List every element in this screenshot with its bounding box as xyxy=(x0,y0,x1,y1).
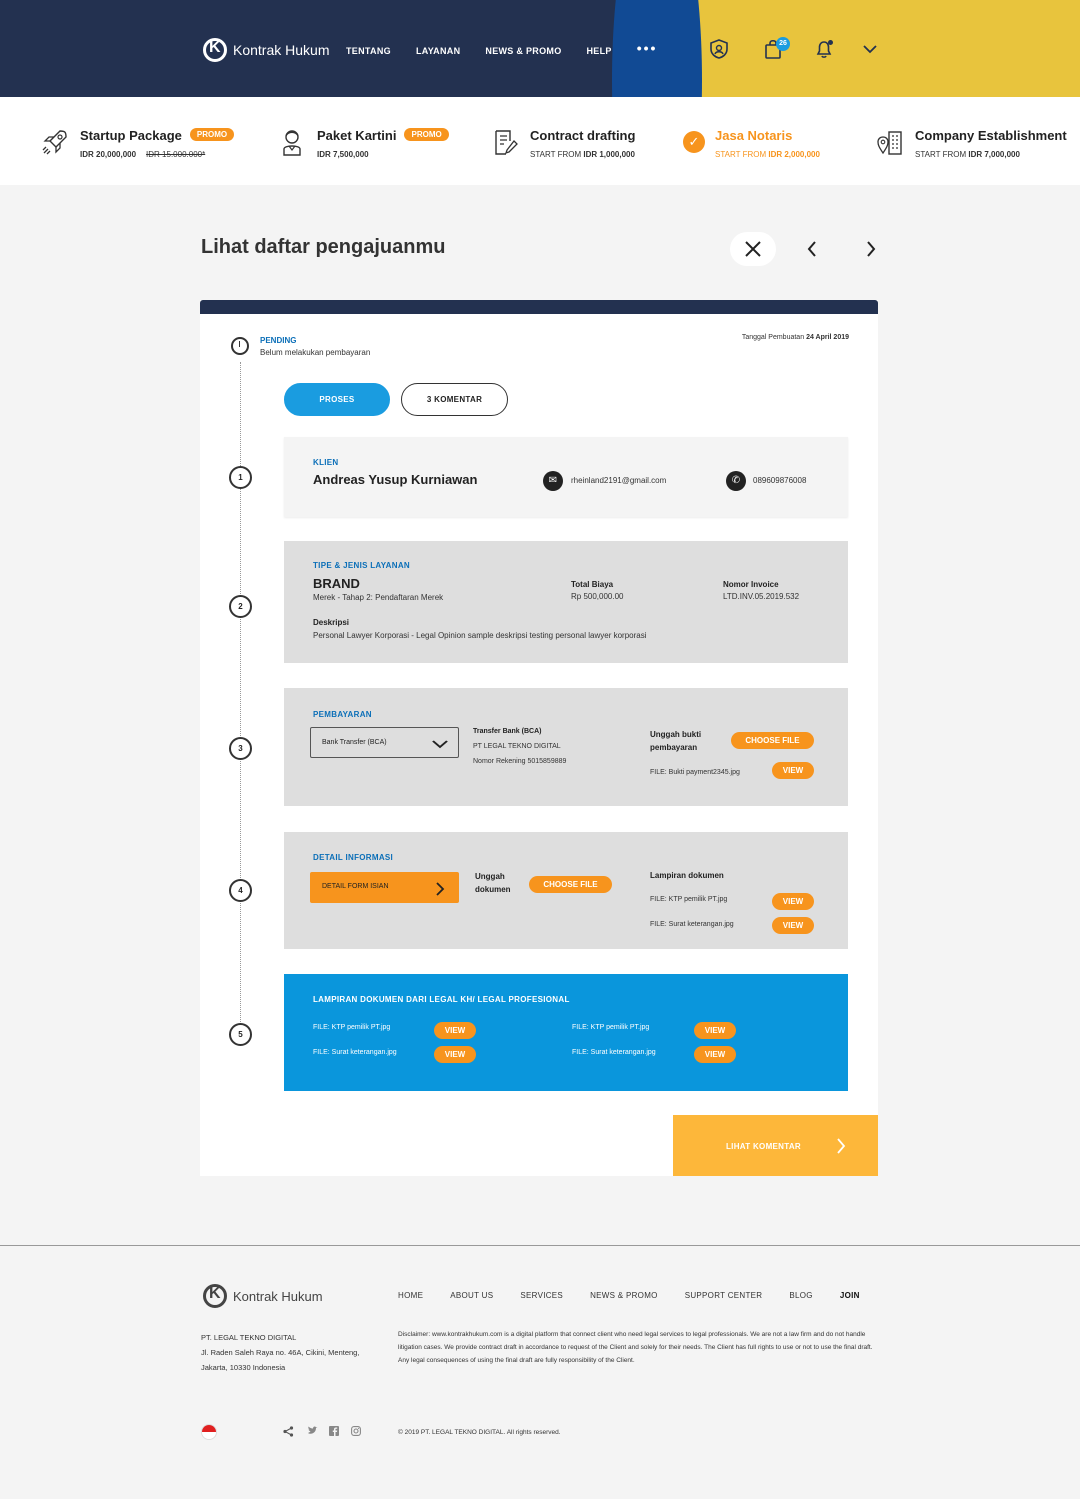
view-legal-1-button[interactable]: VIEW xyxy=(434,1022,476,1039)
legal-file-2: FILE: Surat keterangan.jpg xyxy=(313,1049,397,1056)
mail-icon: ✉ xyxy=(543,471,563,491)
view-doc-2-button[interactable]: VIEW xyxy=(772,917,814,934)
nav-help[interactable]: HELP xyxy=(586,46,612,56)
step-4: 4 xyxy=(229,879,252,902)
service-sub: Merek - Tahap 2: Pendaftaran Merek xyxy=(313,593,444,602)
client-phone: 089609876008 xyxy=(753,476,807,485)
submission-card xyxy=(200,300,878,1176)
chevron-right-icon[interactable] xyxy=(854,232,888,266)
service-startup-package[interactable] xyxy=(40,127,234,159)
instagram-icon[interactable] xyxy=(351,1426,361,1439)
view-proof-button[interactable]: VIEW xyxy=(772,762,814,779)
step-2: 2 xyxy=(229,595,252,618)
service-price: IDR 2,000,000 xyxy=(768,150,820,159)
nav-tentang[interactable]: TENTANG xyxy=(346,46,391,56)
document-edit-icon xyxy=(490,127,520,157)
status-label: PENDING xyxy=(260,336,297,345)
footer-nav-join[interactable]: JOIN xyxy=(839,1291,860,1300)
footer-brand-name: Kontrak Hukum xyxy=(233,1288,323,1304)
top-header xyxy=(0,0,1080,97)
lampiran-section xyxy=(284,974,848,1091)
company-name: PT. LEGAL TEKNO DIGITAL xyxy=(201,1333,297,1342)
page-title: Lihat daftar pengajuanmu xyxy=(201,236,446,258)
lihat-komentar-button[interactable] xyxy=(673,1115,878,1176)
client-name: Andreas Yusup Kurniawan xyxy=(313,472,478,487)
view-legal-3-button[interactable]: VIEW xyxy=(694,1022,736,1039)
service-name: Paket Kartini xyxy=(317,128,397,143)
chevron-right-icon xyxy=(435,876,445,901)
pembayaran-section xyxy=(284,688,848,806)
service-company-establishment[interactable] xyxy=(875,127,1067,159)
service-name: Contract drafting xyxy=(530,128,636,143)
indonesia-flag-icon[interactable] xyxy=(201,1424,217,1440)
step-5: 5 xyxy=(229,1023,252,1046)
k-logo-icon xyxy=(203,38,227,62)
invoice-label: Nomor Invoice xyxy=(723,580,779,589)
chevron-down-icon[interactable] xyxy=(859,38,881,60)
doc-file-2: FILE: Surat keterangan.jpg xyxy=(650,921,734,928)
lampiran-section-label: LAMPIRAN DOKUMEN DARI LEGAL KH/ LEGAL PROFESIONAL xyxy=(313,995,570,1004)
legal-file-3: FILE: KTP pemilik PT.jpg xyxy=(572,1024,650,1031)
chevron-down-icon xyxy=(432,733,449,754)
step-1: 1 xyxy=(229,466,252,489)
promo-badge: PROMO xyxy=(190,128,234,141)
doc-file-1: FILE: KTP pemilik PT.jpg xyxy=(650,896,728,903)
more-menu-icon[interactable]: ••• xyxy=(636,40,658,56)
brand-name: Kontrak Hukum xyxy=(233,42,330,58)
footer-nav-about[interactable]: ABOUT US xyxy=(450,1291,494,1300)
invoice-value: LTD.INV.05.2019.532 xyxy=(723,592,800,601)
chevron-left-icon[interactable] xyxy=(795,232,829,266)
detail-section xyxy=(284,832,848,949)
woman-icon xyxy=(277,127,307,157)
layanan-section xyxy=(284,541,848,663)
cart-count-badge: 26 xyxy=(776,37,790,51)
choose-doc-button[interactable]: CHOOSE FILE xyxy=(529,876,612,893)
detail-form-label: DETAIL FORM ISIAN xyxy=(322,883,389,890)
layanan-label: TIPE & JENIS LAYANAN xyxy=(313,561,410,570)
view-legal-2-button[interactable]: VIEW xyxy=(434,1046,476,1063)
copyright: © 2019 PT. LEGAL TEKNO DIGITAL. All rights reserved. xyxy=(398,1429,561,1436)
timeline-line xyxy=(240,362,241,1032)
proof-file-name: FILE: Bukti payment2345.jpg xyxy=(650,769,740,776)
total-label: Total Biaya xyxy=(571,580,614,589)
status-desc: Belum melakukan pembayaran xyxy=(260,348,371,357)
building-pin-icon xyxy=(875,127,905,157)
service-contract-drafting[interactable] xyxy=(490,127,635,159)
service-jasa-notaris[interactable] xyxy=(683,127,820,159)
payment-method-select[interactable] xyxy=(310,727,459,758)
rocket-icon xyxy=(40,127,70,157)
lampiran-label: Lampiran dokumen xyxy=(650,871,724,880)
bank-title: Transfer Bank (BCA) xyxy=(473,728,542,735)
step-3: 3 xyxy=(229,737,252,760)
service-bar xyxy=(0,97,1080,185)
payment-method-value: Bank Transfer (BCA) xyxy=(322,739,387,746)
brand-logo[interactable] xyxy=(203,38,329,62)
service-name: Jasa Notaris xyxy=(715,128,793,143)
price-prefix: START FROM xyxy=(915,150,967,159)
detail-form-button[interactable] xyxy=(310,872,459,903)
service-price: IDR 7,000,000 xyxy=(968,150,1020,159)
view-legal-4-button[interactable]: VIEW xyxy=(694,1046,736,1063)
klien-label: KLIEN xyxy=(313,458,339,467)
card-top-bar xyxy=(200,300,878,314)
tab-komentar[interactable]: 3 KOMENTAR xyxy=(401,383,508,416)
footer-nav-support[interactable]: SUPPORT CENTER xyxy=(684,1291,763,1300)
share-icon[interactable] xyxy=(283,1426,294,1440)
bank-name: PT LEGAL TEKNO DIGITAL xyxy=(473,743,561,750)
date-value: 24 April 2019 xyxy=(806,334,849,341)
upload-doc-label: Unggah dokumen xyxy=(475,872,511,894)
footer-nav-news[interactable]: NEWS & PROMO xyxy=(590,1291,658,1300)
lihat-komentar-label: LIHAT KOMENTAR xyxy=(726,1142,802,1151)
footer-logo[interactable] xyxy=(203,1284,323,1308)
timer-icon xyxy=(231,337,249,355)
service-name: Company Establishment xyxy=(915,128,1067,143)
total-value: Rp 500,000.00 xyxy=(571,592,624,601)
twitter-icon[interactable] xyxy=(307,1426,318,1439)
desc-value: Personal Lawyer Korporasi - Legal Opinion sample deskripsi testing personal lawyer korporasi xyxy=(313,631,647,640)
service-price: IDR 1,000,000 xyxy=(583,150,635,159)
service-type: BRAND xyxy=(313,576,360,591)
chevron-right-icon xyxy=(835,1133,847,1161)
client-email: rheinland2191@gmail.com xyxy=(571,476,667,485)
main-nav xyxy=(346,40,658,56)
price-prefix: START FROM xyxy=(530,150,582,159)
detail-label: DETAIL INFORMASI xyxy=(313,853,394,862)
footer-nav-home[interactable]: HOME xyxy=(398,1291,424,1300)
disclaimer: Disclaimer: www.kontrakhukum.com is a digital platform that connect client who need legal services to legal professionals. We are not a law firm and do not handle litigation cases. We provide contract draft in accordance to request of the Client and solely for their needs. The Client has full rights to use or not to use the final draft. Any legal consequences of using the final draft are fully responsibility of the Client. xyxy=(398,1331,873,1364)
legal-file-4: FILE: Surat keterangan.jpg xyxy=(572,1049,656,1056)
legal-file-1: FILE: KTP pemilik PT.jpg xyxy=(313,1024,391,1031)
view-doc-1-button[interactable]: VIEW xyxy=(772,893,814,910)
phone-icon: ✆ xyxy=(726,471,746,491)
upload-proof-label: Unggah bukti pembayaran xyxy=(650,730,702,752)
pembayaran-label: PEMBAYARAN xyxy=(313,710,372,719)
notification-dot xyxy=(828,40,833,45)
footer xyxy=(0,1245,1080,1499)
bank-account: Nomor Rekening 5015859889 xyxy=(473,758,567,765)
footer-nav-services[interactable]: SERVICES xyxy=(520,1291,564,1300)
service-price: IDR 20,000,000 xyxy=(80,150,137,159)
service-paket-kartini[interactable] xyxy=(277,127,449,159)
footer-nav xyxy=(398,1291,860,1300)
service-old-price: IDR 15.000.000* xyxy=(146,150,206,159)
date-label: Tanggal Pembuatan xyxy=(741,334,805,341)
check-circle-icon: ✓ xyxy=(683,131,705,153)
shield-user-icon[interactable] xyxy=(708,38,730,60)
desc-label: Deskripsi xyxy=(313,618,350,627)
nav-layanan[interactable]: LAYANAN xyxy=(415,46,461,56)
promo-badge: PROMO xyxy=(404,128,448,141)
tab-proses[interactable]: PROSES xyxy=(284,383,390,416)
k-logo-icon xyxy=(203,1284,227,1308)
company-address xyxy=(201,1330,361,1375)
nav-news-promo[interactable]: NEWS & PROMO xyxy=(485,46,562,56)
service-price: IDR 7,500,000 xyxy=(317,150,369,159)
address-text: Jl. Raden Saleh Raya no. 46A, Cikini, Menteng, Jakarta, 10330 Indonesia xyxy=(201,1348,360,1372)
close-icon[interactable] xyxy=(730,232,776,266)
facebook-icon[interactable] xyxy=(329,1426,339,1439)
service-name: Startup Package xyxy=(80,128,182,143)
klien-section xyxy=(284,437,848,517)
footer-nav-blog[interactable]: BLOG xyxy=(789,1291,813,1300)
price-prefix: START FROM xyxy=(715,150,767,159)
choose-file-button[interactable]: CHOOSE FILE xyxy=(731,732,814,749)
creation-date xyxy=(742,334,849,341)
